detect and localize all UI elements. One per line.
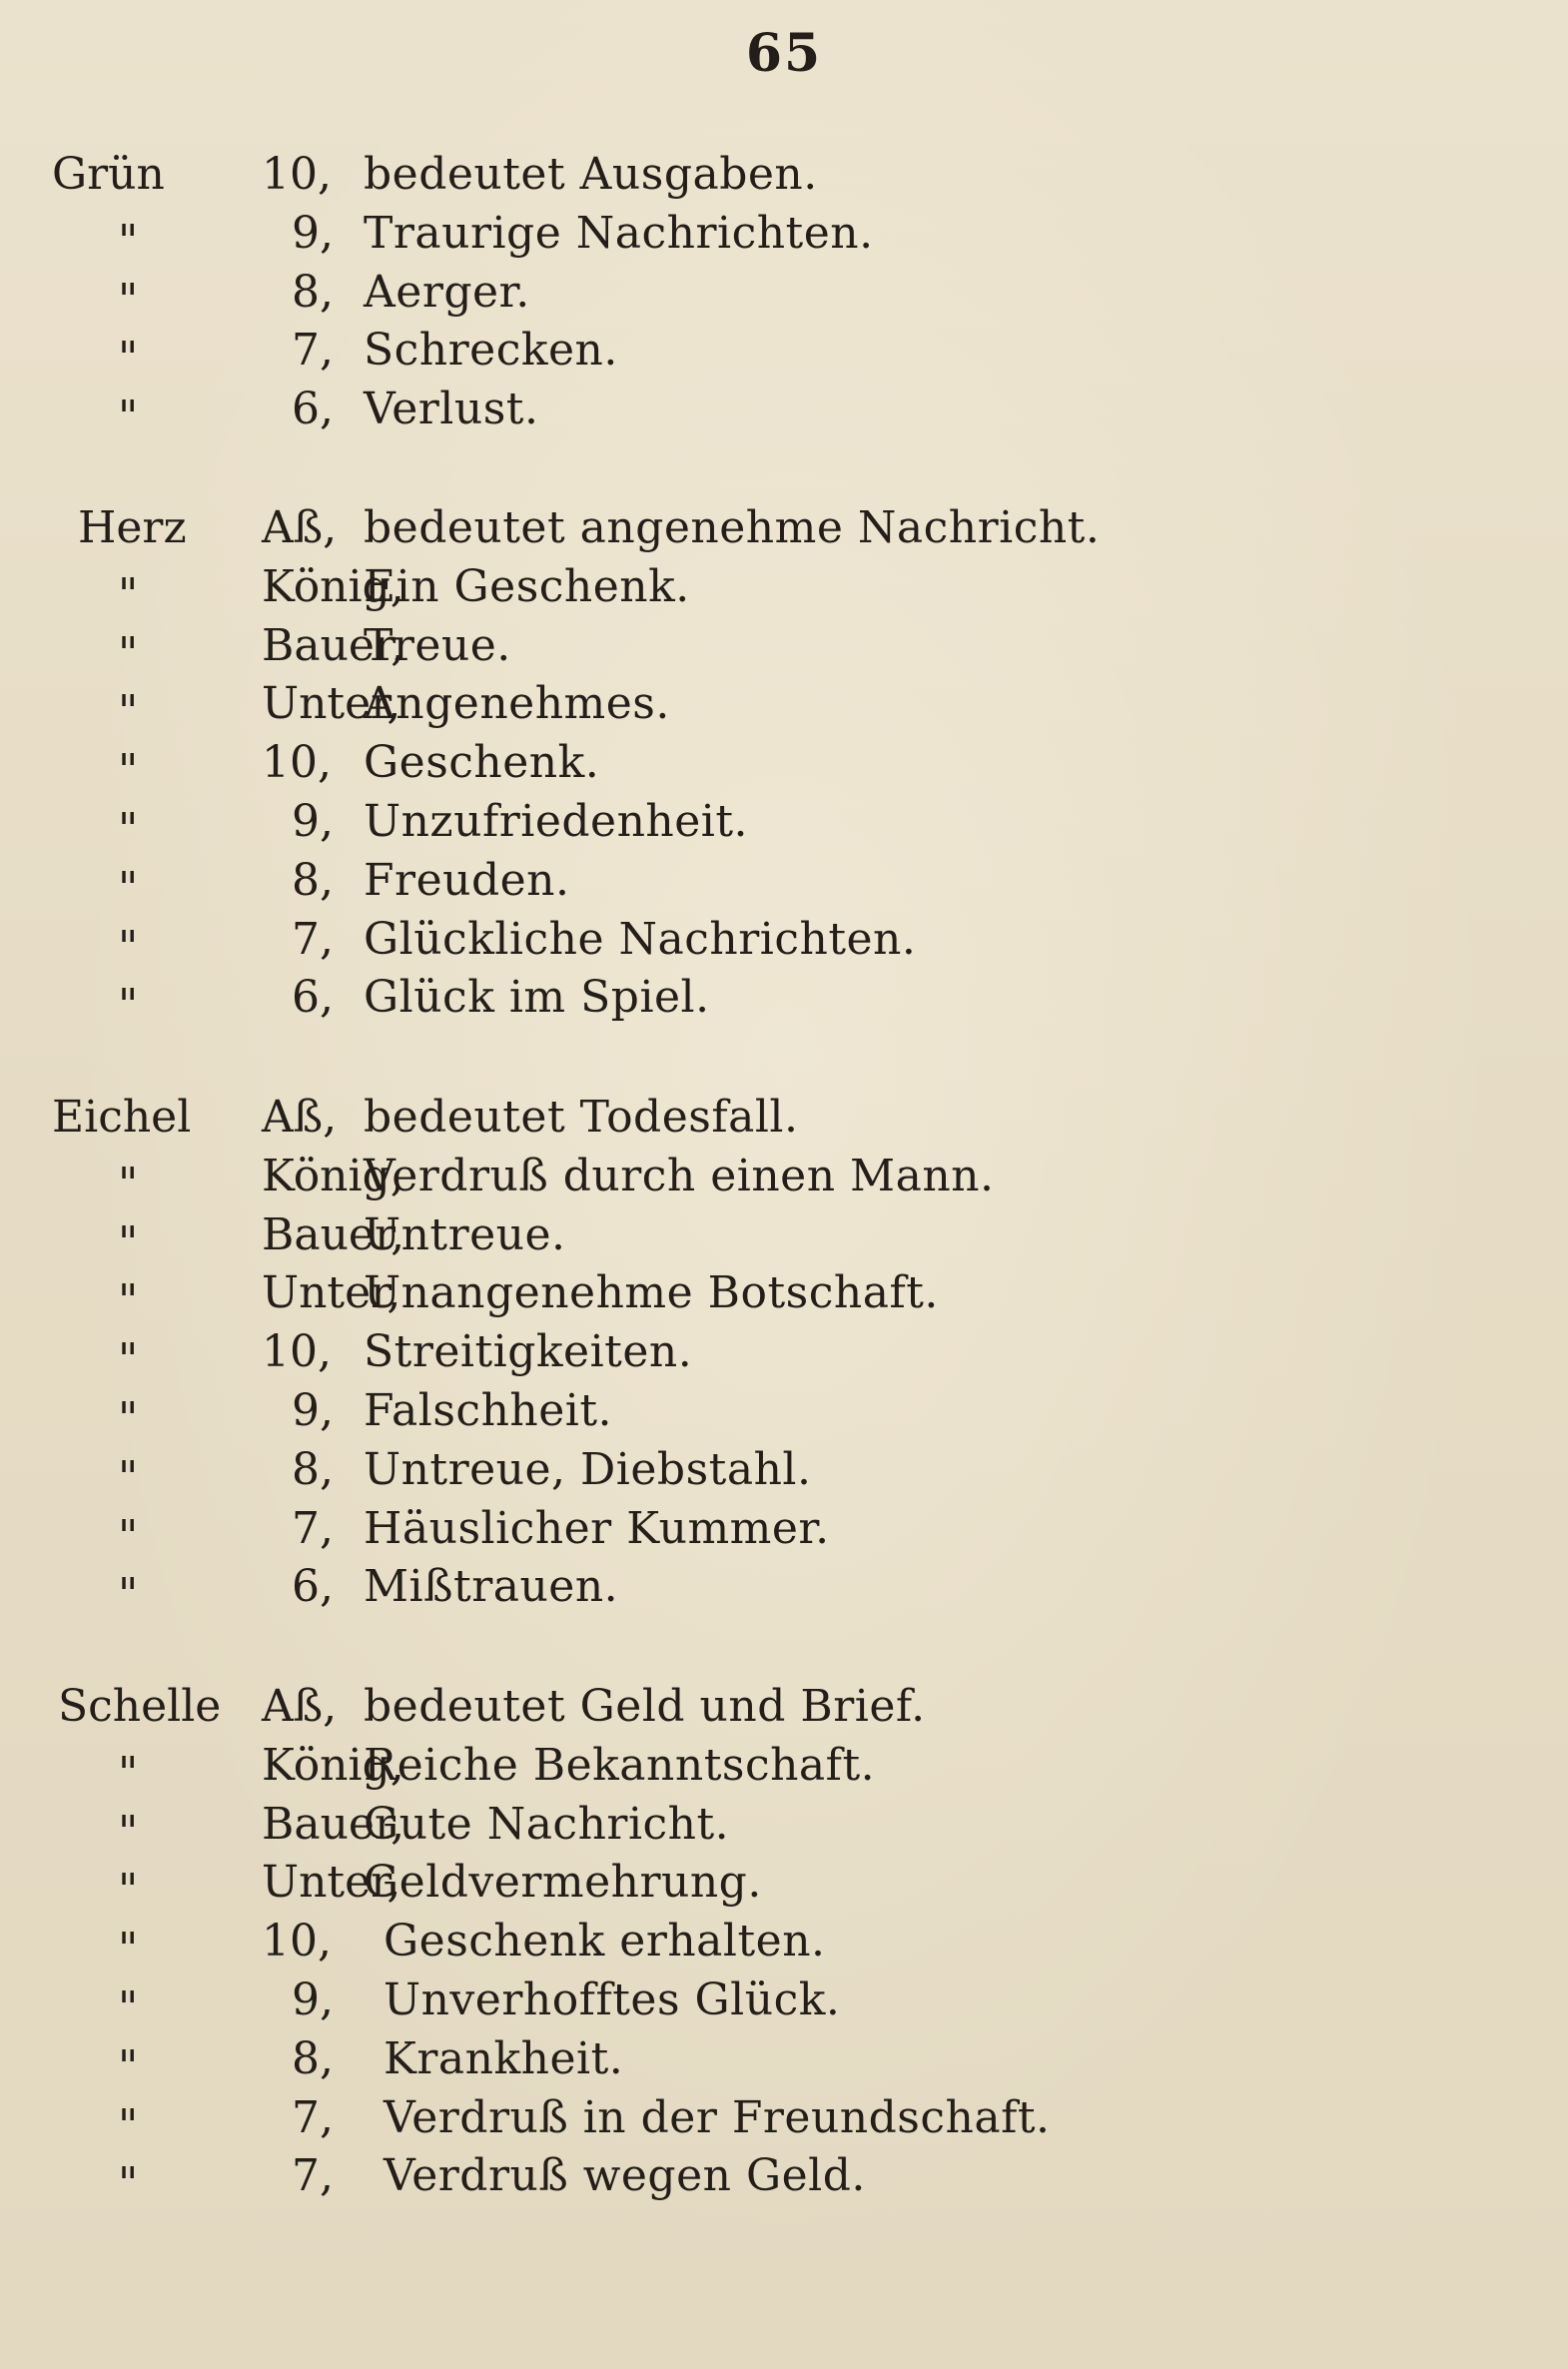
suit-label: Schelle: [58, 1681, 222, 1732]
card-meaning: Geschenk.: [364, 737, 600, 789]
card-value: 7,: [292, 2091, 334, 2143]
list-item: [0, 1323, 1568, 1386]
list-item: [0, 1089, 1568, 1148]
list-item: [0, 793, 1568, 855]
card-value: 10,: [262, 149, 332, 200]
card-value: König,: [262, 560, 404, 612]
list-item: [0, 911, 1568, 973]
card-value: Bauer,: [262, 1208, 405, 1260]
card-meaning: Gute Nachricht.: [364, 1798, 730, 1850]
ditto-mark: ": [118, 2040, 139, 2092]
card-value: 9,: [292, 795, 334, 847]
card-meaning: bedeutet Ausgaben.: [364, 149, 818, 200]
ditto-mark: ": [118, 215, 139, 267]
card-meaning: bedeutet angenehme Nachricht.: [364, 502, 1101, 553]
list-item: [0, 1678, 1568, 1737]
card-meaning: Falschheit.: [364, 1384, 613, 1436]
ditto-mark: ": [118, 980, 139, 1032]
card-value: 10,: [262, 737, 332, 789]
card-value: 7,: [292, 325, 334, 377]
suit-label: Eichel: [52, 1092, 192, 1143]
list-item: [0, 2147, 1568, 2210]
ditto-mark: ": [118, 1216, 139, 1268]
card-value: Unter,: [262, 1857, 401, 1909]
card-meaning: Mißtrauen.: [364, 1561, 619, 1613]
ditto-mark: ": [118, 1924, 139, 1975]
card-value: 10,: [262, 1326, 332, 1378]
ditto-mark: ": [118, 2158, 139, 2210]
card-meaning: bedeutet Todesfall.: [364, 1092, 799, 1143]
card-meaning: Reiche Bekanntschaft.: [364, 1739, 876, 1791]
list-item: [0, 1148, 1568, 1209]
list-item: [0, 1206, 1568, 1268]
card-value: 7,: [292, 913, 334, 965]
list-item: [0, 322, 1568, 385]
ditto-mark: ": [118, 1158, 139, 1209]
card-meaning: Verlust.: [364, 384, 539, 435]
card-value: 6,: [292, 1561, 334, 1613]
card-meaning: Geschenk erhalten.: [384, 1916, 826, 1968]
ditto-mark: ": [118, 862, 139, 914]
ditto-mark: ": [118, 568, 139, 620]
list-item: [0, 969, 1568, 1032]
card-meaning: Aerger.: [364, 266, 530, 318]
list-item: [0, 381, 1568, 443]
list-item: [0, 1913, 1568, 1975]
card-value: Aß,: [262, 1092, 338, 1143]
card-meaning: Untreue.: [364, 1208, 566, 1260]
page-number: 65: [745, 23, 823, 84]
list-item: [0, 1972, 1568, 2033]
suit-section-gruen: [0, 146, 1568, 443]
ditto-mark: ": [118, 1392, 139, 1444]
card-meaning: Ein Geschenk.: [364, 560, 690, 612]
list-item: [0, 1854, 1568, 1917]
card-value: 7,: [292, 2150, 334, 2202]
ditto-mark: ": [118, 627, 139, 679]
list-item: [0, 1382, 1568, 1444]
suit-label: Herz: [78, 502, 187, 553]
list-item: [0, 852, 1568, 914]
list-item: [0, 1500, 1568, 1562]
card-value: 8,: [292, 266, 334, 318]
ditto-mark: ": [118, 1510, 139, 1562]
ditto-mark: ": [118, 1275, 139, 1327]
ditto-mark: ": [118, 921, 139, 973]
card-value: 6,: [292, 384, 334, 435]
card-value: König,: [262, 1739, 404, 1791]
card-value: 10,: [262, 1916, 332, 1968]
list-item: [0, 1558, 1568, 1621]
suit-section-eichel: [0, 1089, 1568, 1621]
ditto-mark: ": [118, 1747, 139, 1799]
card-meaning: Unverhofftes Glück.: [384, 1974, 841, 2025]
card-meaning: Verdruß durch einen Mann.: [364, 1150, 995, 1201]
list-item: [0, 2030, 1568, 2092]
ditto-mark: ": [118, 333, 139, 385]
card-meaning: Freuden.: [364, 854, 570, 906]
card-value: 8,: [292, 2032, 334, 2084]
list-item: [0, 205, 1568, 267]
card-meaning: Verdruß wegen Geld.: [384, 2150, 866, 2202]
card-value: Bauer,: [262, 1798, 405, 1850]
card-meaning: Glückliche Nachrichten.: [364, 913, 917, 965]
ditto-mark: ": [118, 274, 139, 326]
ditto-mark: ": [118, 392, 139, 443]
ditto-mark: ": [118, 1569, 139, 1621]
card-value: König,: [262, 1150, 404, 1201]
card-value: 7,: [292, 1502, 334, 1554]
card-value: 8,: [292, 854, 334, 906]
list-item: [0, 734, 1568, 797]
card-meaning: Verdruß in der Freundschaft.: [384, 2091, 1051, 2143]
list-item: [0, 264, 1568, 326]
card-value: 9,: [292, 207, 334, 259]
list-item: [0, 675, 1568, 738]
ditto-mark: ": [118, 803, 139, 855]
ditto-mark: ": [118, 2099, 139, 2151]
list-item: [0, 499, 1568, 558]
list-item: [0, 617, 1568, 679]
ditto-mark: ": [118, 686, 139, 738]
card-value: 6,: [292, 972, 334, 1024]
list-item: [0, 1441, 1568, 1503]
card-meaning: Glück im Spiel.: [364, 972, 710, 1024]
list-item: [0, 1796, 1568, 1858]
card-value: 9,: [292, 1974, 334, 2025]
suit-label: Grün: [52, 149, 165, 200]
ditto-mark: ": [118, 1334, 139, 1386]
card-meaning: Krankheit.: [384, 2032, 624, 2084]
ditto-mark: ": [118, 1451, 139, 1503]
card-meaning: Untreue, Diebstahl.: [364, 1443, 812, 1495]
card-value: Aß,: [262, 502, 338, 553]
card-value: Bauer,: [262, 619, 405, 671]
ditto-mark: ": [118, 1806, 139, 1858]
ditto-mark: ": [118, 745, 139, 797]
card-meaning: Unzufriedenheit.: [364, 795, 749, 847]
card-value: 8,: [292, 1443, 334, 1495]
list-item: [0, 1264, 1568, 1327]
list-item: [0, 146, 1568, 205]
card-value: Aß,: [262, 1681, 338, 1732]
card-meaning: Treue.: [364, 619, 511, 671]
card-meaning: Streitigkeiten.: [364, 1326, 693, 1378]
card-meaning: Geldvermehrung.: [364, 1857, 762, 1909]
ditto-mark: ": [118, 1981, 139, 2033]
card-meaning: Angenehmes.: [364, 678, 670, 730]
suit-section-schelle: [0, 1678, 1568, 2210]
suit-section-herz: [0, 499, 1568, 1032]
card-meaning: Unangenehme Botschaft.: [364, 1267, 939, 1319]
card-value: Unter,: [262, 678, 401, 730]
list-item: [0, 2089, 1568, 2151]
card-meaning: Häuslicher Kummer.: [364, 1502, 830, 1554]
list-item: [0, 558, 1568, 620]
ditto-mark: ": [118, 1865, 139, 1917]
card-meaning: Schrecken.: [364, 325, 618, 377]
card-value: Unter,: [262, 1267, 401, 1319]
card-meaning: bedeutet Geld und Brief.: [364, 1681, 926, 1732]
card-value: 9,: [292, 1384, 334, 1436]
list-item: [0, 1737, 1568, 1799]
card-meaning: Traurige Nachrichten.: [364, 207, 874, 259]
